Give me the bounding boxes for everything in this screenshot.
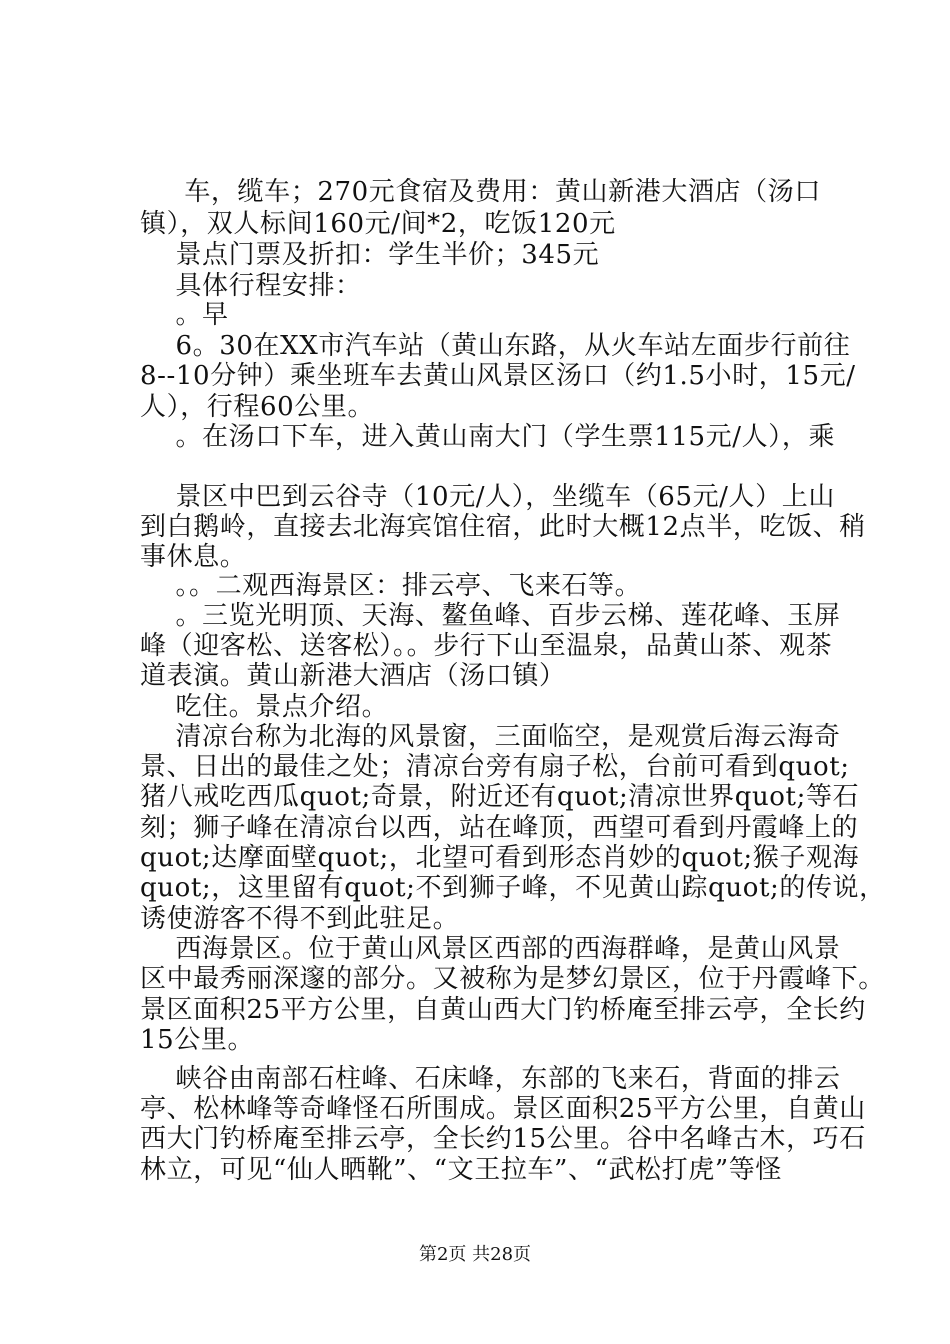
- text-line: quot;，这里留有quot;不到狮子峰，不见黄山踪quot;的传说，: [140, 873, 886, 903]
- text-line: 景点门票及折扣：学生半价；345元: [140, 240, 600, 270]
- text-line: 亭、松林峰等奇峰怪石所围成。景区面积25平方公里，自黄山: [140, 1094, 866, 1124]
- text-line: 猪八戒吃西瓜quot;奇景，附近还有quot;清凉世界quot;等石: [140, 782, 860, 812]
- text-line: 清凉台称为北海的风景窗，三面临空，是观赏后海云海奇: [140, 722, 841, 752]
- text-line: 道表演。黄山新港大酒店（汤口镇）: [140, 661, 566, 691]
- text-line: 峡谷由南部石柱峰、石床峰，东部的飞来石，背面的排云: [140, 1064, 841, 1094]
- text-line: 。早: [140, 300, 229, 330]
- text-line: 。三览光明顶、天海、鳌鱼峰、百步云梯、莲花峰、玉屏: [140, 601, 841, 631]
- text-line: 到白鹅岭，直接去北海宾馆住宿，此时大概12点半，吃饭、稍: [140, 512, 866, 542]
- text-line: 人），行程60公里。: [140, 392, 375, 422]
- text-line: 15公里。: [140, 1025, 255, 1055]
- text-line: 区中最秀丽深邃的部分。又被称为是梦幻景区，位于丹霞峰下。: [140, 964, 885, 994]
- page-number-footer: 第2页 共28页: [418, 1244, 532, 1265]
- text-line: 。。二观西海景区：排云亭、飞来石等。: [140, 571, 642, 601]
- text-line: 具体行程安排：: [140, 271, 362, 301]
- text-line: 事休息。: [140, 542, 247, 572]
- text-line: 车，缆车；270元食宿及费用：黄山新港大酒店（汤口: [140, 177, 821, 207]
- text-line: 峰（迎客松、送客松）。。步行下山至温泉，品黄山茶、观茶: [140, 631, 833, 661]
- text-line: 8--10分钟）乘坐班车去黄山风景区汤口（约1.5小时，15元/: [140, 361, 856, 391]
- text-line: 景区中巴到云谷寺（10元/人），坐缆车（65元/人）上山: [140, 482, 835, 512]
- text-line: 林立，可见“仙人晒靴”、“文王拉车”、“武松打虎”等怪: [140, 1155, 782, 1185]
- text-line: 景区面积25平方公里，自黄山西大门钓桥庵至排云亭，全长约: [140, 995, 866, 1025]
- text-line: 景、日出的最佳之处；清凉台旁有扇子松，台前可看到quot;: [140, 752, 850, 782]
- text-line: 刻；狮子峰在清凉台以西，站在峰顶，西望可看到丹霞峰上的: [140, 813, 859, 843]
- text-line: quot;达摩面壁quot;，北望可看到形态肖妙的quot;猴子观海: [140, 843, 860, 873]
- text-line: 镇），双人标间160元/间*2，吃饭120元: [140, 209, 616, 239]
- text-line: 6。30在XX市汽车站（黄山东路，从火车站左面步行前往: [140, 331, 851, 361]
- text-line: 吃住。景点介绍。: [140, 692, 389, 722]
- text-line: 西大门钓桥庵至排云亭，全长约15公里。谷中名峰古木，巧石: [140, 1124, 866, 1154]
- text-line: 西海景区。位于黄山风景区西部的西海群峰，是黄山风景: [140, 934, 841, 964]
- text-line: 诱使游客不得不到此驻足。: [140, 904, 460, 934]
- text-line: 。在汤口下车，进入黄山南大门（学生票115元/人），乘: [140, 422, 836, 452]
